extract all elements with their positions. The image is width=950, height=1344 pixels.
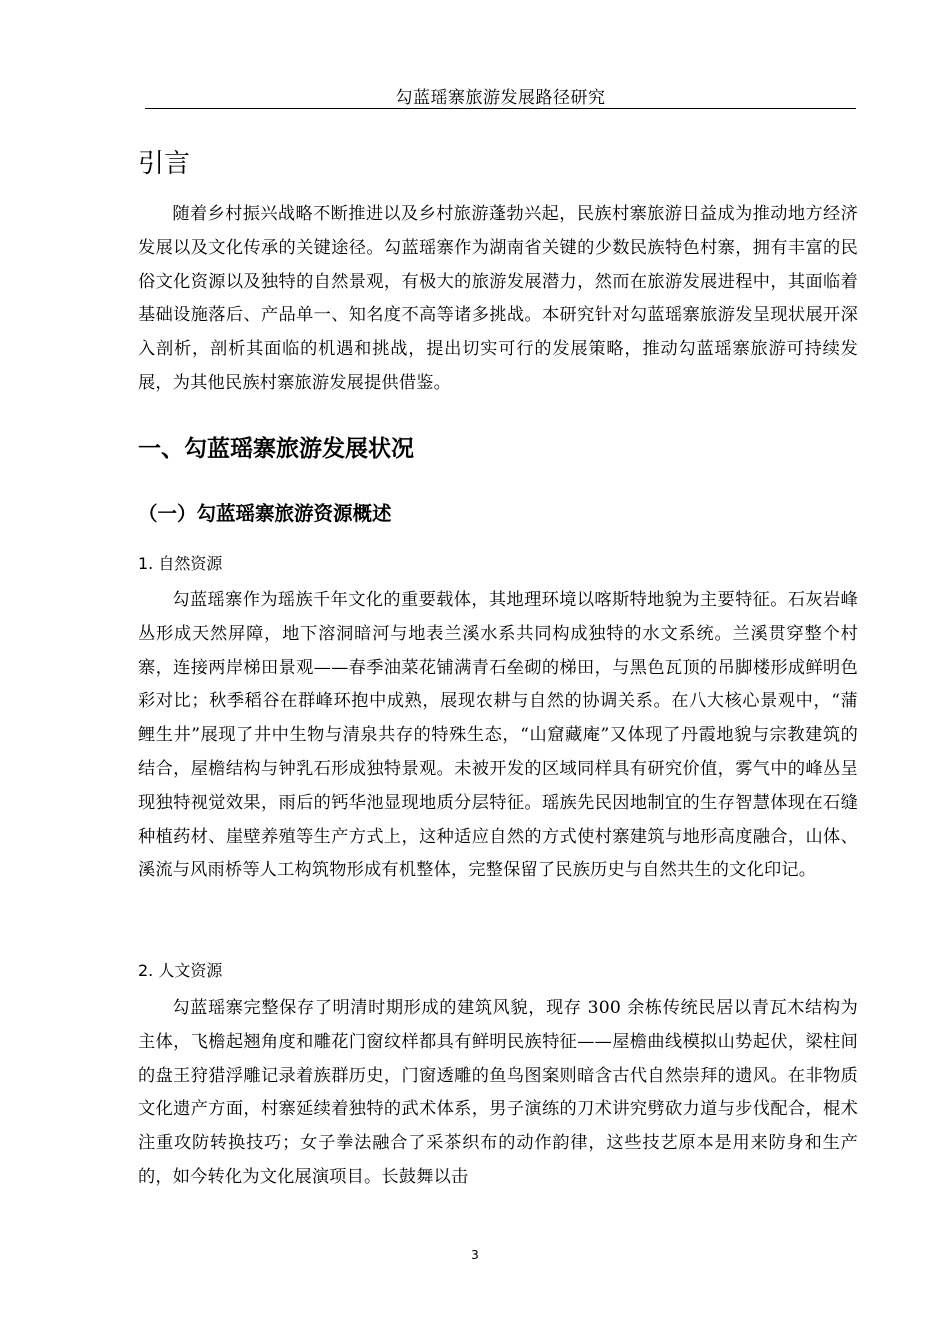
running-header: 勾蓝瑶寨旅游发展路径研究 [395,88,606,108]
cultural-resources-heading: 2. 人文资源 [138,961,223,980]
section-1-heading: 一、勾蓝瑶寨旅游发展状况 [138,436,414,462]
natural-resources-heading: 1. 自然资源 [138,554,223,573]
intro-heading: 引言 [138,149,191,179]
intro-paragraph: 随着乡村振兴战略不断推进以及乡村旅游蓬勃兴起，民族村寨旅游日益成为推动地方经济发展以及文化传承的关键途径。勾蓝瑶寨作为湖南省关键的少数民族特色村寨，拥有丰富的民俗文化资源以及独特的自然景观，有极大的旅游发展潜力，然而在旅游发展进程中，其面临着基础设施落后、产品单一、知名度不高等诸多挑战。本研究针对勾蓝瑶寨旅游发呈现状展开深入剖析，剖析其面临的机遇和挑战，提出切实可行的发展策略，推动勾蓝瑶寨旅游可持续发展，为其他民族村寨旅游发展提供借鉴。 [138,204,858,393]
subsection-1-heading: （一）勾蓝瑶寨旅游资源概述 [138,502,392,525]
cultural-resources-paragraph: 勾蓝瑶寨完整保存了明清时期形成的建筑风貌，现存 300 余栋传统民居以青瓦木结构为主体，飞檐起翘角度和雕花门窗纹样都具有鲜明民族特征——屋檐曲线模拟山势起伏，梁柱间的盘王狩猎浮雕记录着族群历史，门窗透雕的鱼鸟图案则暗含古代自然崇拜的遗风。在非物质文化遗产方面，村寨延续着独特的武术体系，男子演练的刀术讲究劈砍力道与步伐配合，棍术注重攻防转换技巧；女子拳法融合了采茶织布的动作韵律，这些技艺原本是用来防身和生产的，如今转化为文化展演项目。长鼓舞以击 [138,998,858,1187]
header-rule [145,108,856,109]
natural-resources-paragraph: 勾蓝瑶寨作为瑶族千年文化的重要载体，其地理环境以喀斯特地貌为主要特征。石灰岩峰丛形成天然屏障，地下溶洞暗河与地表兰溪水系共同构成独特的水文系统。兰溪贯穿整个村寨，连接两岸梯田景观——春季油菜花铺满青石垒砌的梯田，与黑色瓦顶的吊脚楼形成鲜明色彩对比；秋季稻谷在群峰环抱中成熟，展现农耕与自然的协调关系。在八大核心景观中，“蒲鲤生井”展现了井中生物与清泉共存的特殊生态，“山窟藏庵”又体现了丹霞地貌与宗教建筑的结合，屋檐结构与钟乳石形成独特景观。未被开发的区域同样具有研究价值，雾气中的峰丛呈现独特视觉效果，雨后的钙华池显现地质分层特征。瑶族先民因地制宜的生存智慧体现在石缝种植药材、崖壁养殖等生产方式上，这种适应自然的方式使村寨建筑与地形高度融合，山体、溪流与风雨桥等人工构筑物形成有机整体，完整保留了民族历史与自然共生的文化印记。 [138,590,858,881]
page-number: 3 [471,1248,479,1262]
